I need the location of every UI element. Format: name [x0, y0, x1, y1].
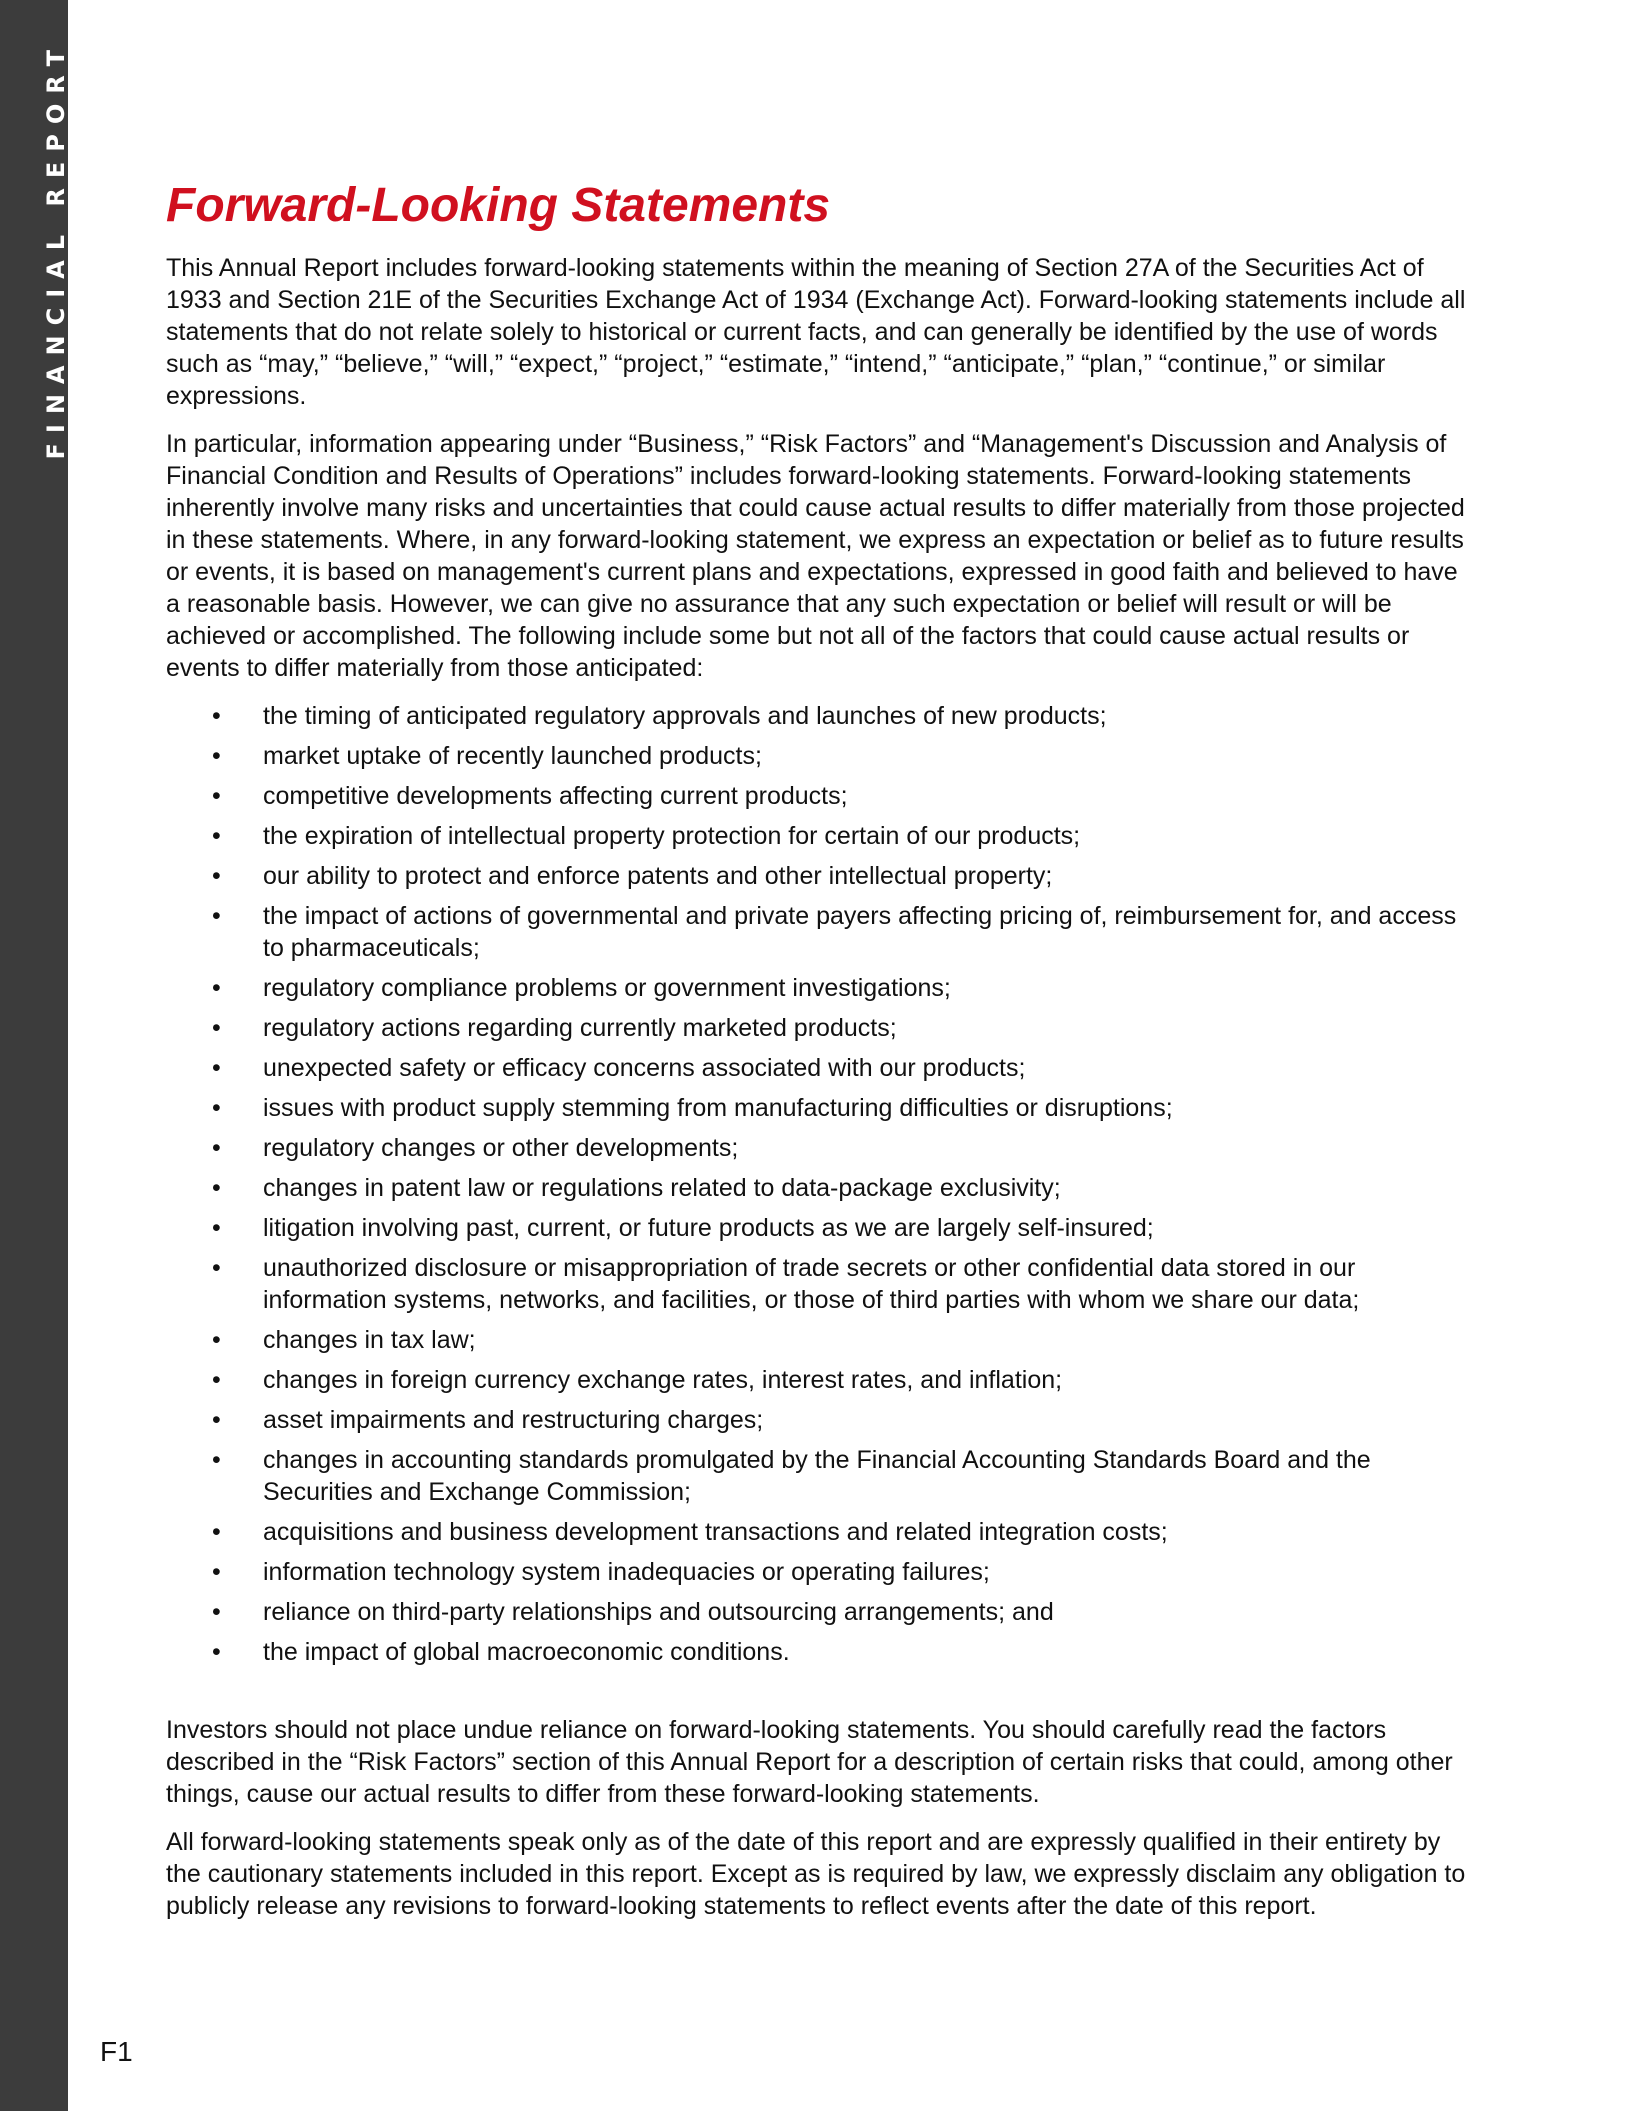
list-item-text: changes in patent law or regulations related to data-package exclusivity;: [263, 1174, 1061, 1202]
list-item: [166, 1516, 1466, 1548]
list-item: [166, 1556, 1466, 1588]
list-item: [166, 1444, 1466, 1508]
bullet-icon: •: [212, 1014, 221, 1042]
page-title: Forward-Looking Statements: [166, 179, 831, 232]
list-item-text: market uptake of recently launched products;: [263, 742, 762, 770]
closing-section: [166, 1714, 1466, 1922]
list-item: [166, 1404, 1466, 1436]
bullet-icon: •: [212, 1214, 221, 1242]
list-item: [166, 1092, 1466, 1124]
list-item: [166, 1636, 1466, 1668]
bullet-icon: •: [212, 862, 221, 890]
list-item: [166, 820, 1466, 852]
sidebar-label: FINANCIAL REPORT: [42, 40, 70, 460]
list-item: [166, 972, 1466, 1004]
bullet-icon: •: [212, 1598, 221, 1626]
list-item: [166, 1252, 1466, 1316]
list-item-text: the timing of anticipated regulatory approvals and launches of new products;: [263, 702, 1107, 730]
list-item: [166, 1132, 1466, 1164]
bullet-icon: •: [212, 974, 221, 1002]
list-item: [166, 1012, 1466, 1044]
bullet-icon: •: [212, 1638, 221, 1666]
bullet-icon: •: [212, 742, 221, 770]
list-item-text: asset impairments and restructuring charges;: [263, 1406, 764, 1434]
bullet-icon: •: [212, 1518, 221, 1546]
list-item-text: unexpected safety or efficacy concerns associated with our products;: [263, 1054, 1026, 1082]
list-item-text: issues with product supply stemming from manufacturing difficulties or disruptions;: [263, 1094, 1173, 1122]
list-item-text: changes in accounting standards promulgated by the Financial Accounting Standards Board and the Securities and Exchange Commission;: [263, 1446, 1371, 1506]
bullet-icon: •: [212, 822, 221, 850]
list-item: [166, 1324, 1466, 1356]
bullet-icon: •: [212, 782, 221, 810]
list-item: [166, 1172, 1466, 1204]
list-item: [166, 1596, 1466, 1628]
list-item: [166, 780, 1466, 812]
list-item: [166, 860, 1466, 892]
list-item-text: regulatory compliance problems or government investigations;: [263, 974, 951, 1002]
bullet-icon: •: [212, 1558, 221, 1586]
list-item-text: the impact of actions of governmental and private payers affecting pricing of, reimbursement for, and access to pharmaceuticals;: [263, 902, 1457, 962]
sidebar: [0, 0, 68, 2111]
list-item: [166, 900, 1466, 964]
bullet-icon: •: [212, 1406, 221, 1434]
bullet-icon: •: [212, 1326, 221, 1354]
list-item: [166, 1212, 1466, 1244]
disclaimer-paragraph: All forward-looking statements speak only as of the date of this report and are expressly qualified in their entirety by the cautionary statements included in this report. Except as is required by law, we expressly disclaim any obligation to publicly release any revisions to forward-looking statements to reflect events after the date of this report.: [166, 1828, 1466, 1920]
bullet-icon: •: [212, 1254, 221, 1282]
particular-paragraph: In particular, information appearing under “Business,” “Risk Factors” and “Management's Discussion and Analysis of Financial Condition and Results of Operations” includes forward-looking statements. Forward-looking statements inherently involve many risks and uncertainties that could cause actual results to differ materially from those projected in these statements. Where, in any forward-looking statement, we express an expectation or belief as to future results or events, it is based on management's current plans and expectations, expressed in good faith and believed to have a reasonable basis. However, we can give no assurance that any such expectation or belief will result or will be achieved or accomplished. The following include some but not all of the factors that could cause actual results or events to differ materially from those anticipated:: [166, 430, 1465, 682]
list-item-text: litigation involving past, current, or future products as we are largely self-insured;: [263, 1214, 1154, 1242]
list-item-text: regulatory changes or other developments;: [263, 1134, 739, 1162]
list-item-text: acquisitions and business development transactions and related integration costs;: [263, 1518, 1168, 1546]
list-item-text: the expiration of intellectual property protection for certain of our products;: [263, 822, 1081, 850]
bullet-icon: •: [212, 1134, 221, 1162]
list-item-text: our ability to protect and enforce patents and other intellectual property;: [263, 862, 1053, 890]
bullet-icon: •: [212, 702, 221, 730]
list-item-text: reliance on third-party relationships and outsourcing arrangements; and: [263, 1598, 1054, 1626]
list-item-text: information technology system inadequacies or operating failures;: [263, 1558, 990, 1586]
bullet-icon: •: [212, 902, 221, 930]
list-item: [166, 700, 1466, 732]
bullet-icon: •: [212, 1174, 221, 1202]
list-item-text: the impact of global macroeconomic conditions.: [263, 1638, 790, 1666]
risk-factors-list: [166, 700, 1466, 1668]
list-item: [166, 740, 1466, 772]
list-item: [166, 1052, 1466, 1084]
bullet-icon: •: [212, 1054, 221, 1082]
list-item-text: unauthorized disclosure or misappropriation of trade secrets or other confidential data stored in our information systems, networks, and facilities, or those of third parties with whom we share our data;: [263, 1254, 1360, 1314]
list-item-text: changes in foreign currency exchange rates, interest rates, and inflation;: [263, 1366, 1063, 1394]
list-item-text: regulatory actions regarding currently marketed products;: [263, 1014, 897, 1042]
bullet-icon: •: [212, 1366, 221, 1394]
investors-paragraph: Investors should not place undue reliance on forward-looking statements. You should carefully read the factors described in the “Risk Factors” section of this Annual Report for a description of certain risks that could, among other things, cause our actual results to differ from these forward-looking statements.: [166, 1716, 1453, 1808]
bullet-icon: •: [212, 1094, 221, 1122]
intro-paragraph: This Annual Report includes forward-looking statements within the meaning of Section 27A of the Securities Act of 1933 and Section 21E of the Securities Exchange Act of 1934 (Exchange Act). Forward-looking statements include all statements that do not relate solely to historical or current facts, and can generally be identified by the use of words such as “may,” “believe,” “will,” “expect,” “project,” “estimate,” “intend,” “anticipate,” “plan,” “continue,” or similar expressions.: [166, 254, 1466, 410]
list-item-text: changes in tax law;: [263, 1326, 476, 1354]
list-item-text: competitive developments affecting current products;: [263, 782, 848, 810]
page-content: [166, 178, 1466, 1938]
bullet-icon: •: [212, 1446, 221, 1474]
list-item: [166, 1364, 1466, 1396]
page-number: F1: [100, 2036, 133, 2067]
